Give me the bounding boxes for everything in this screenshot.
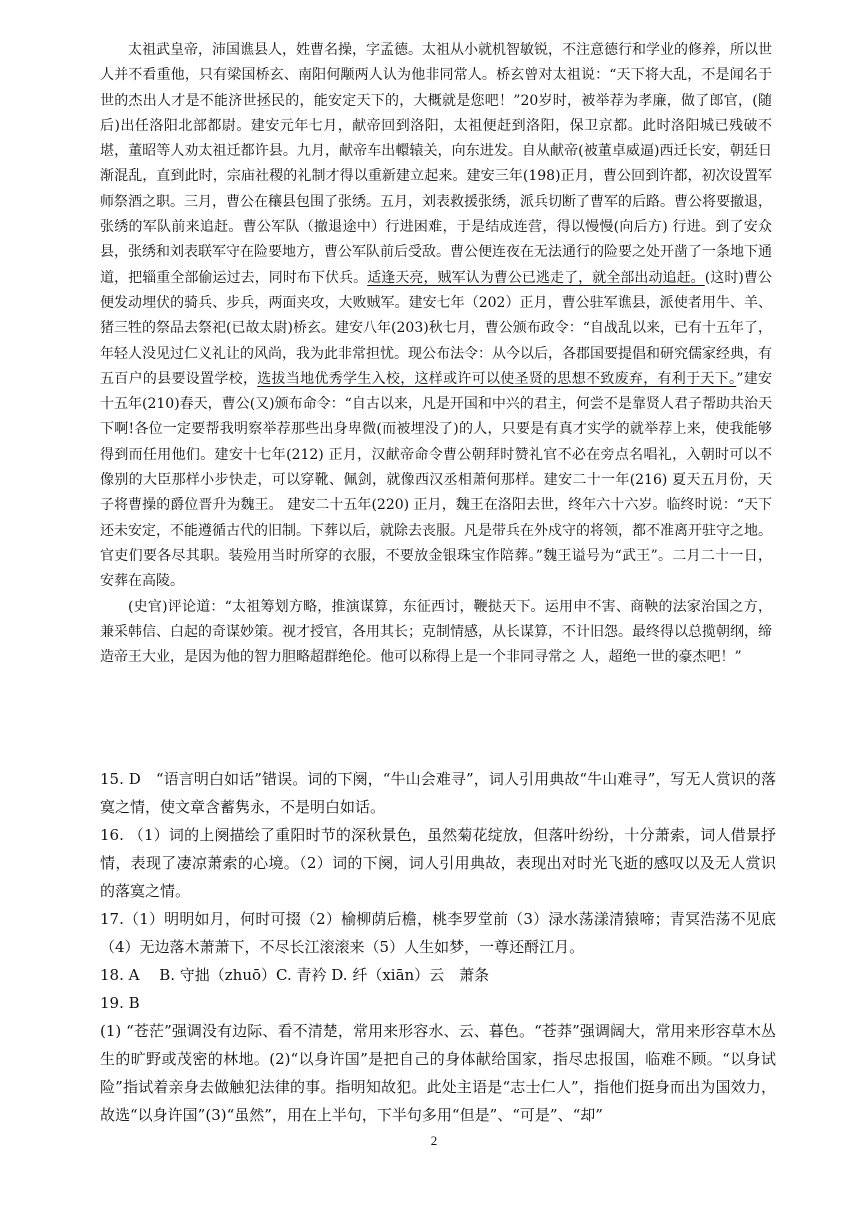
answer-19-detail: (1) “苍茫”强调没有边际、看不清楚，常用来形容水、云、暮色。“苍莽”强调阔大，常用来形容草木丛生的旷野或茂密的林地。(2)“以身许国”是把自己的身体献给国家，指尽忠报国，临难不顾。“以身试险”指试着亲身去做触犯法律的事。指明知故犯。此处主语是“志士仁人”，指他们挺身而出为国效力，故选“以身许国”(3)“虽然”，用在上半句，下半句多用“但是”、“可是”、“却”: [100, 1022, 776, 1124]
page-number: 2: [430, 1133, 438, 1148]
answer-19: 19. B: [100, 994, 140, 1012]
answer-18: 18. A B. 守拙（zhuō）C. 青衿 D. 纤（xiān）云 萧条: [100, 966, 490, 984]
answer-15: 15. D “语言明白如话”错误。词的下阕，“牛山会难寻”，词人引用典故“牛山难寻”，写无人赏识的落寞之情，使文章含蓄隽永，不是明白如话。: [100, 770, 776, 816]
translation-text: ”建安十五年(210)春天，曹公(又)颁布命令：“自古以来，凡是开国和中兴的君主，何尝不是靠贤人君子帮助共治天下啊!各位一定要帮我明察举荐那些出身卑微(而被埋没了)的人，只要是有真才实学的就举荐上来，使我能够得到而任用他们。建安十七年(212) 正月，汉献帝命令曹公朝拜时赞礼官不必在旁点名唱礼，入朝时可以不像别的大臣那样小步快走，可以穿靴、佩剑，就像西汉丞相萧何那样。建安二十一年(216) 夏天五月份，天子将曹操的爵位晋升为魏王。 建安二十五年(220) 正月，魏王在洛阳去世，终年六十六岁。临终时说：“天下还未安定，不能遵循古代的旧制。下葬以后，就除去丧服。凡是带兵在外戍守的将领，都不准离开驻守之地。官吏们要各尽其职。装殓用当时所穿的衣服，不要放金银珠宝作陪葬。”魏王谥号为“武王”。二月二十一日，安葬在高陵。: [100, 370, 773, 590]
translation-text: 太祖武皇帝，沛国谯县人，姓曹名操，字孟德。太祖从小就机智敏锐，不注意德行和学业的修养，所以世人并不看重他，只有梁国桥玄、南阳何颙两人认为他非同常人。桥玄曾对太祖说：“天下将大乱，不是闻名于世的杰出人才是不能济世拯民的，能安定天下的，大概就是您吧！”20岁时，被举荐为孝廉，做了郎官，(随后)出任洛阳北部都尉。建安元年七月，献帝回到洛阳，太祖便赶到洛阳，保卫京都。此时洛阳城已残破不堪，董昭等人劝太祖迁都许县。九月，献帝车出轘辕关，向东进发。自从献帝(被董卓威逼)西迁长安，朝廷日渐混乱，直到此时，宗庙社稷的礼制才得以重新建立起来。建安三年(198)正月，曹公回到许都，初次设置军师祭酒之职。三月，曹公在穰县包围了张绣。五月，刘表救援张绣，派兵切断了曹军的后路。曹公将要撤退，张绣的军队前来追赶。曹公军队（撤退途中）行进困难，于是结成连营，得以慢慢(向后方) 行进。到了安众县，张绣和刘表联军守在险要地方，曹公军队前后受敌。曹公便连夜在无法通行的险要之处开凿了一条地下通道，把辎重全部偷运过去，同时布下伏兵。: [100, 42, 772, 286]
answer-17: 17.（1）明明如月，何时可掇（2）榆柳荫后檐，桃李罗堂前（3）渌水荡漾清猿啼；青冥浩荡不见底（4）无边落木萧萧下，不尽长江滚滚来（5）人生如梦，一尊还酹江月。: [100, 910, 776, 956]
translation-section: [100, 38, 772, 670]
translation-text: (这时)曹公便发动埋伏的骑兵、步兵，两面夹攻，大败贼军。建安七年（202）正月，曹公驻军谯县，派使者用牛、羊、猪三牲的祭品去祭祀(已故太尉)桥玄。建安八年(203)秋七月，曹公颁布政令：“自战乱以来，已有十五年了，年轻人没见过仁义礼让的风尚，我为此非常担忧。现公布法令：从今以后，各郡国要提倡和研究儒家经典，有五百户的县要设置学校，: [100, 269, 772, 387]
answers-section: [100, 765, 776, 1129]
answer-16: 16. （1）词的上阕描绘了重阳时节的深秋景色，虽然菊花绽放，但落叶纷纷，十分萧索，词人借景抒情，表现了凄凉萧索的心境。（2）词的下阕，词人引用典故，表现出对时光飞逝的感叹以及无人赏识的落寞之情。: [100, 826, 776, 900]
underlined-sentence: 适逢天亮，贼军认为曹公已逃走了，就全部出动追赶。: [367, 269, 705, 286]
translation-paragraph-2: (史官)评论道：“太祖筹划方略，推演谋算，东征西讨，鞭挞天下。运用申不害、商鞅的法家治国之方，兼采韩信、白起的奇谋妙策。视才授官，各用其长；克制情感，从长谋算，不计旧怨。最终得以总揽朝纲，缔造帝王大业，是因为他的智力胆略超群绝伦。他可以称得上是一个非同寻常之 人，超绝一世的豪杰吧！”: [100, 598, 772, 666]
underlined-sentence: 选拔当地优秀学生入校，这样或许可以使圣贤的思想不致废弃，有利于天下。: [257, 370, 737, 387]
translation-paragraph-1: [100, 38, 772, 595]
